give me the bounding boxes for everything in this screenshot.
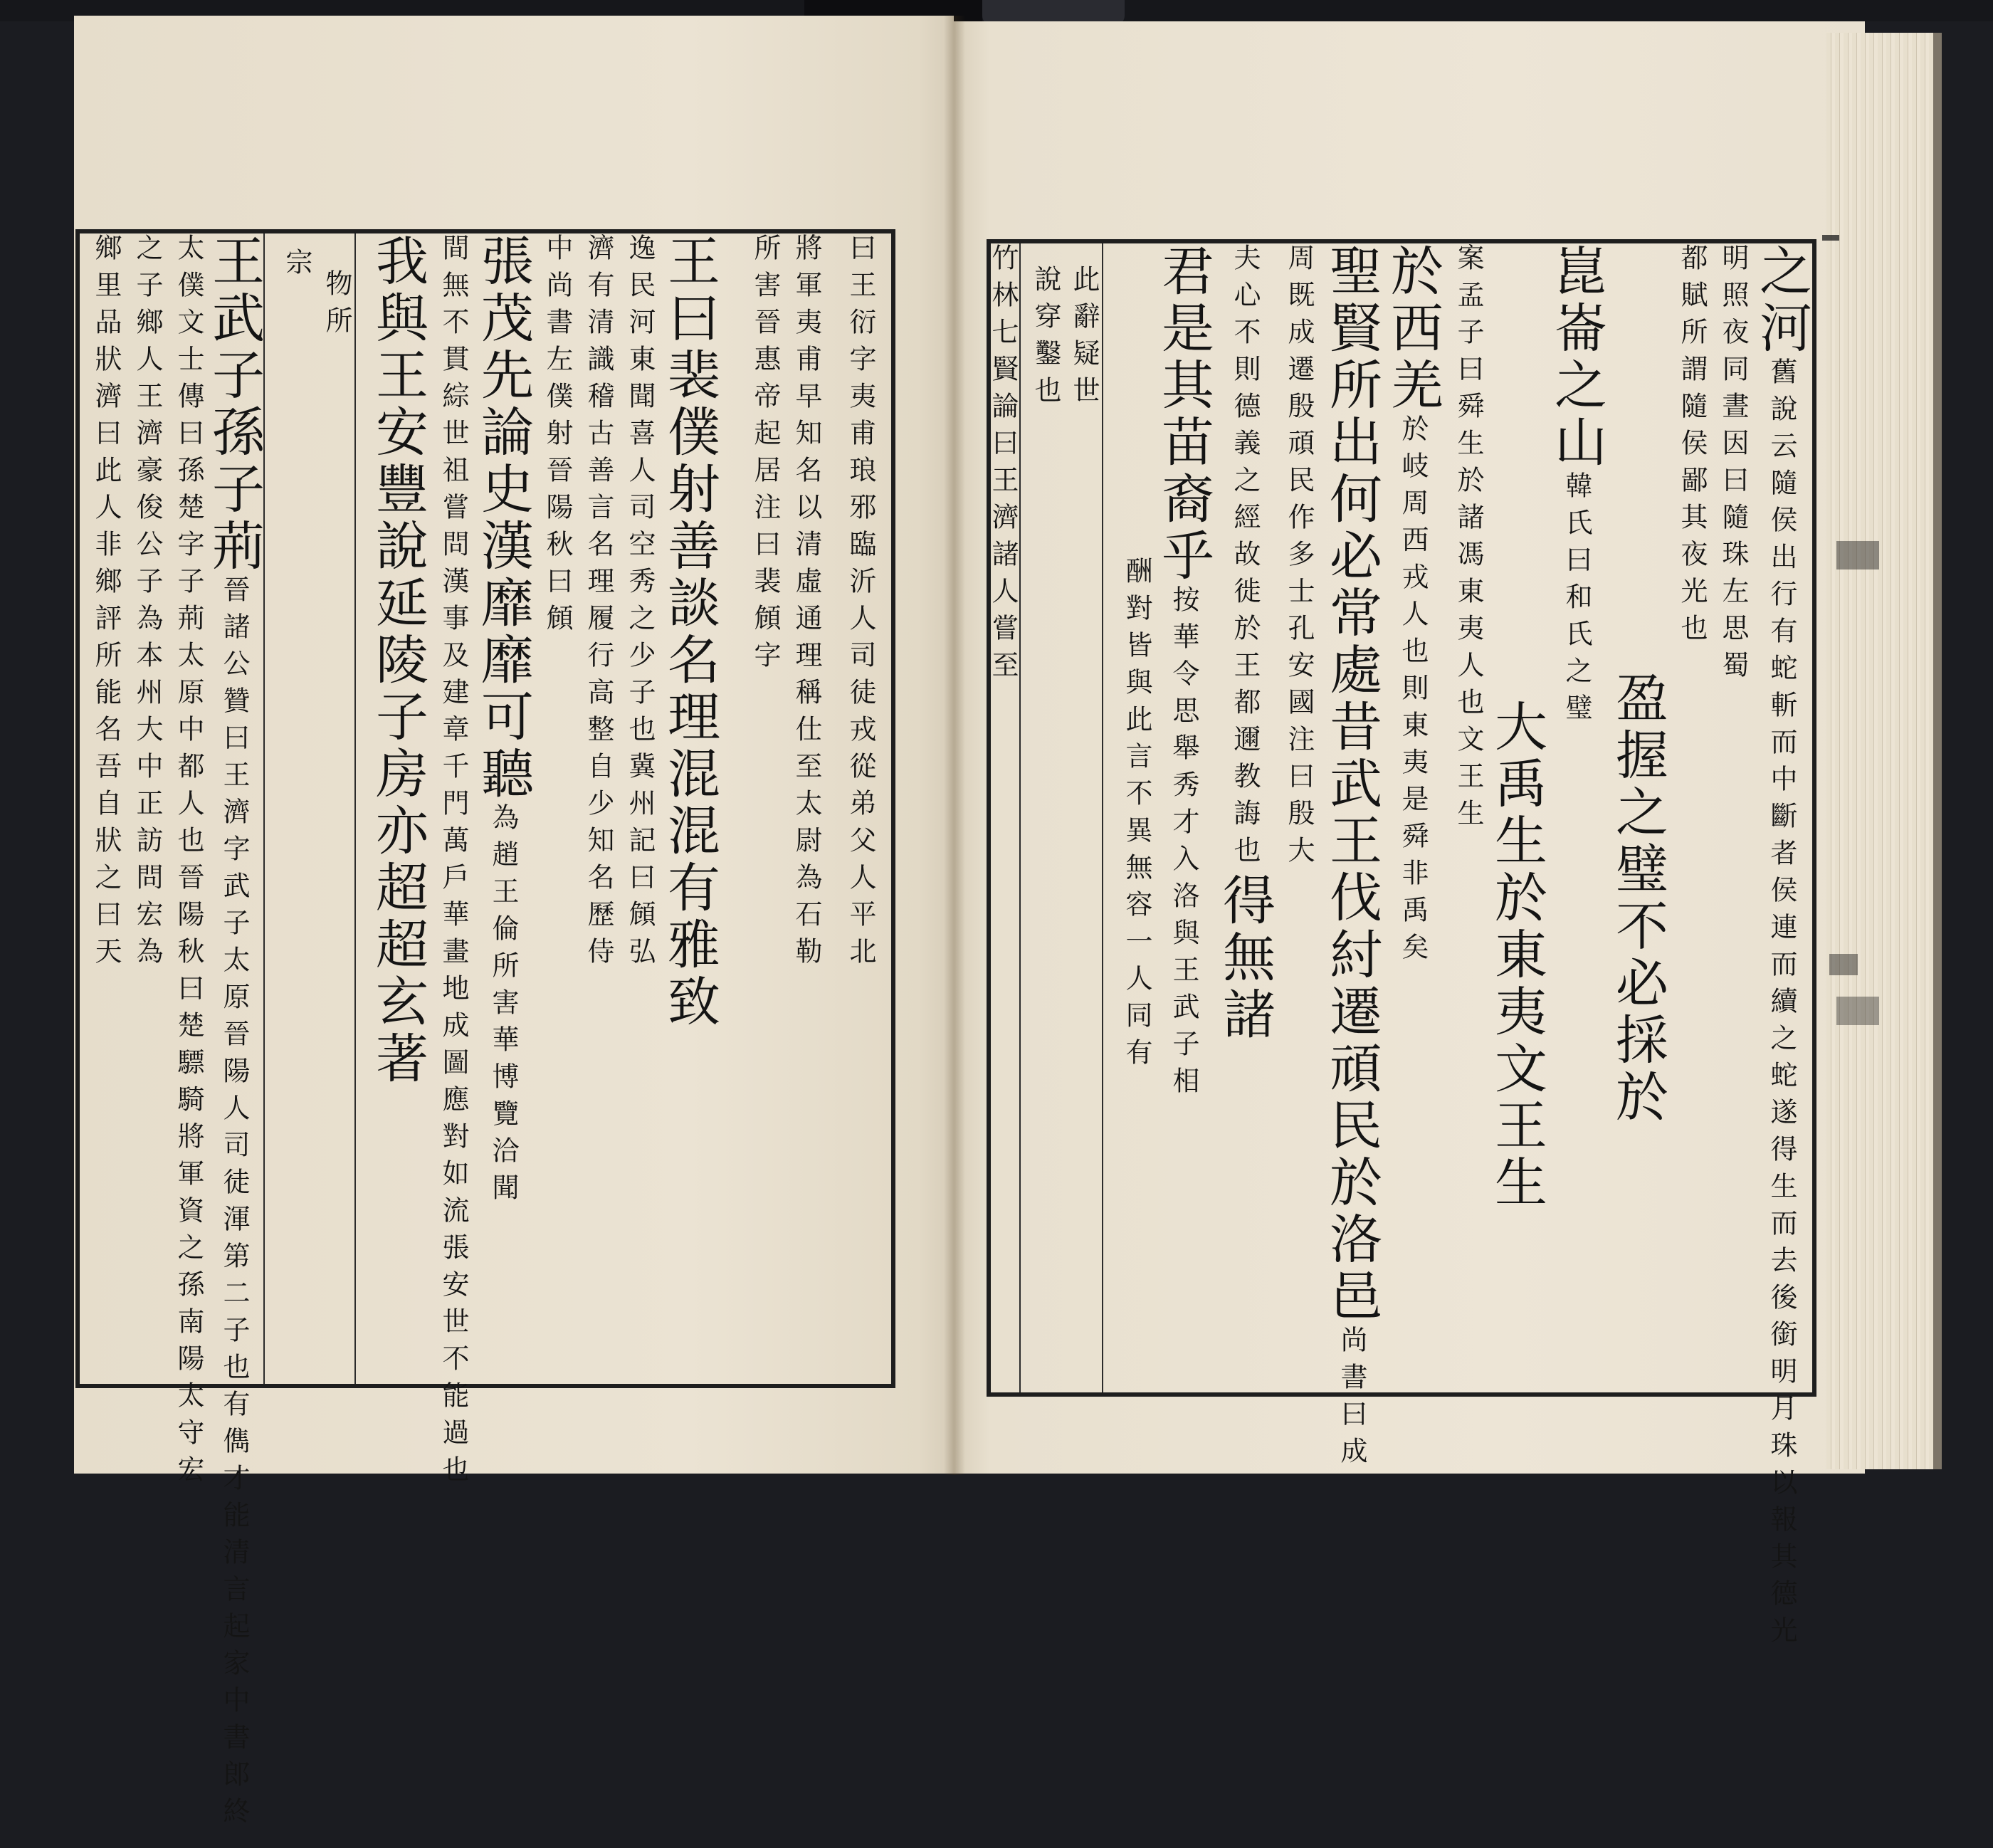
text-column: 都賦所謂隨侯鄙其夜光也 — [1676, 243, 1708, 651]
text-column: 竹林七賢論曰王濟諸人嘗至 — [987, 243, 1019, 688]
text-column: 大禹生於東夷文王生 — [1486, 699, 1547, 1212]
text-column: 王曰裴僕射善談名理混混有雅致 — [659, 233, 720, 1031]
text-column: 中尚書左僕射晉陽秋曰頠 — [542, 233, 573, 641]
text-column: 聖賢所出何必常處昔武王伐紂遷頑民於洛邑尚書曰成 — [1321, 243, 1382, 1474]
text-column: 宗 — [281, 248, 312, 285]
text-column: 之子鄉人王濟豪俊公子為本州大中正訪問宏為 — [132, 233, 163, 974]
text-column: 間無不貫綜世祖嘗問漢事及建章千門萬戶華畫地成圖應對如流張安世不能過也 — [438, 233, 469, 1492]
text-column: 所害晉惠帝起居注曰裴頠字 — [750, 233, 781, 678]
text-column: 崑崙之山韓氏曰和氏之璧 — [1546, 243, 1607, 730]
text-column: 鄉里品狀濟曰此人非鄉評所能名吾自狀之曰天 — [90, 233, 122, 974]
ink-speck — [1822, 235, 1839, 241]
book-gutter — [944, 16, 965, 1475]
text-column: 王武子孫子荊晉諸公贊曰王濟字武子太原晉陽人司徒渾第二子也有儁才能清言起家中書郎終 — [204, 233, 265, 1834]
text-column: 曰王衍字夷甫琅邪臨沂人司徒戎從弟父人平北 — [845, 233, 876, 974]
column-rule — [1102, 243, 1103, 1392]
text-column: 逸民河東聞喜人司空秀之少子也冀州記曰頠弘 — [624, 233, 656, 974]
page-edges — [1826, 33, 1933, 1469]
text-column: 我與王安豐說延陵子房亦超超玄著 — [367, 233, 428, 1088]
text-column: 盈握之璧不必採於 — [1607, 671, 1668, 1126]
text-column: 之河舊說云隨侯出行有蛇斬而中斷者侯連而續之蛇遂得生而去後銜明月珠以報其德光 — [1751, 243, 1812, 1653]
text-column: 此辭疑世 — [1068, 265, 1100, 413]
text-column: 酬對皆與此言不異無容一人同有 — [1121, 557, 1152, 1075]
text-column: 案孟子曰舜生於諸馮東夷人也文王生 — [1453, 243, 1484, 836]
ink-speck — [1829, 954, 1858, 975]
text-column: 君是其苗裔乎按華令思舉秀才入洛與王武子相 — [1153, 243, 1214, 1103]
column-rule — [354, 233, 356, 1384]
text-column: 物所 — [321, 269, 352, 343]
text-column: 夫心不則德義之經故徙於王都邇教誨也得無諸 — [1214, 243, 1276, 1044]
text-column: 張茂先論史漢靡靡可聽為趙王倫所害華博覽洽聞 — [473, 233, 534, 1210]
text-column: 明照夜同晝因曰隨珠左思蜀 — [1718, 243, 1749, 688]
text-column: 說穿鑿也 — [1030, 265, 1061, 413]
right-text-block — [987, 239, 1816, 1653]
text-column: 周既成遷殷頑民作多士孔安國注曰殷大 — [1283, 243, 1315, 873]
text-column: 將軍夷甫早知名以清虛通理稱仕至太尉為石勒 — [791, 233, 822, 974]
column-rule — [1019, 243, 1021, 1392]
ink-speck — [1836, 997, 1879, 1025]
ink-speck — [1836, 541, 1879, 569]
left-text-block — [75, 229, 895, 1834]
text-column: 於西羌於岐周西戎人也則東夷是舜非禹矣 — [1382, 243, 1444, 970]
text-column: 濟有清識稽古善言名理履行高整自少知名歷侍 — [583, 233, 614, 974]
page-edges-shadow — [1933, 33, 1942, 1469]
text-column: 太僕文士傳曰孫楚字子荊太原中都人也晉陽秋曰楚驃騎將軍資之孫南陽太守宏 — [173, 233, 204, 1492]
